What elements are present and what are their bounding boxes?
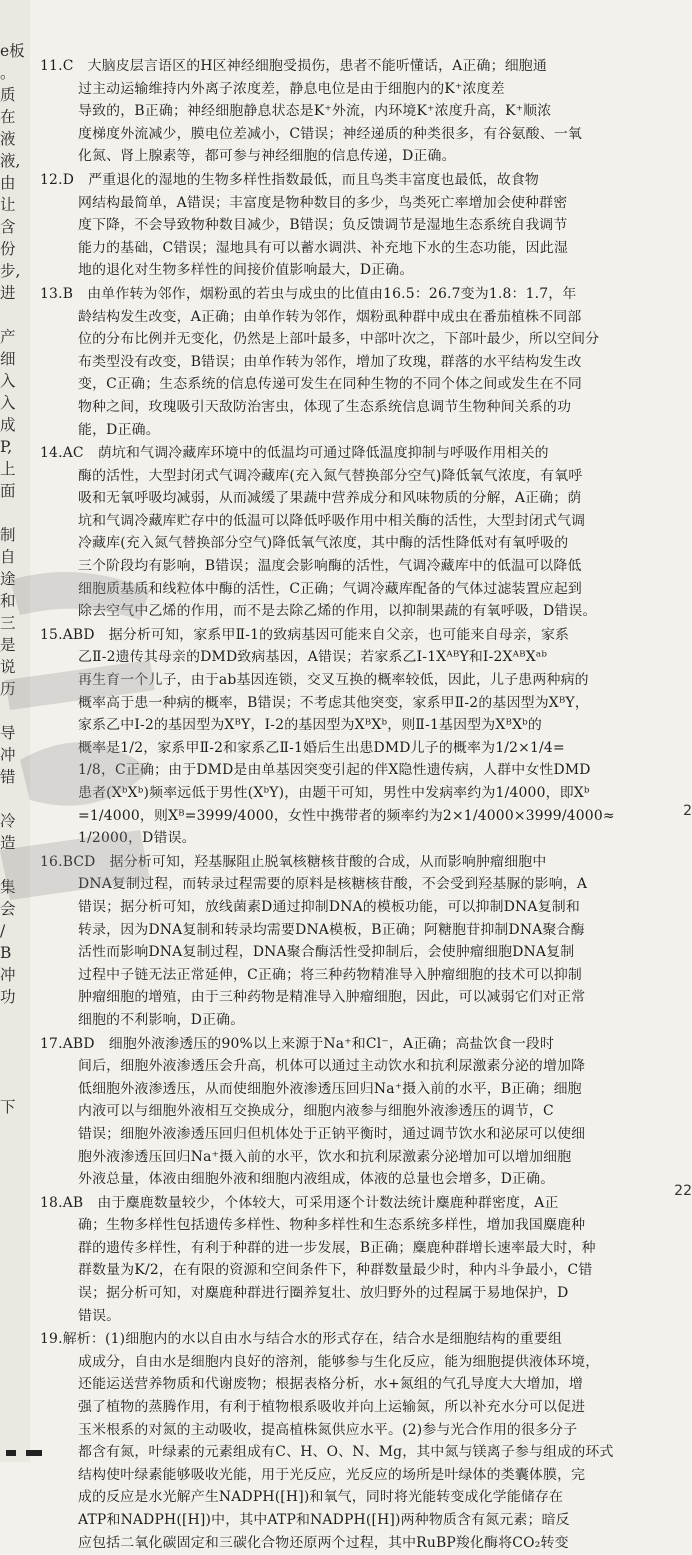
answer-line: 内液可以与细胞外液相互交换成分，细胞内液参与细胞外液渗透压的调节，C (78, 1103, 554, 1120)
answer-line: 都含有氮，叶绿素的元素组成有C、H、O、N、Mg，其中氮与镁离子参与组成的环式 (78, 1444, 614, 1461)
answer-line: 1/8，C正确；由于DMD是由单基因突变引起的伴X隐性遗传病，人群中女性DMD (78, 762, 591, 779)
answer-line: 误；据分析可知，对麋鹿种群进行圈养复壮、放归野外的过程属于易地保护，D (78, 1285, 569, 1302)
answer-line: 14.AC 荫坑和气调冷藏库环境中的低温均可通过降低温度抑制与呼吸作用相关的 (40, 445, 549, 462)
answer-item-q17 (40, 1033, 658, 1191)
answer-line: ATP和NADPH([H])中，其中ATP和NADPH([H])两种物质含有氮元素；暗反 (78, 1512, 570, 1528)
answer-line: 错误；据分析可知，放线菌素D通过抑制DNA的模板功能，可以抑制DNA复制和 (78, 898, 580, 915)
answer-line: 群的遗传多样性，有利于种群的进一步发展，B正确；麋鹿种群增长速率最大时，种 (78, 1239, 596, 1256)
answer-line: 家系乙中Ⅰ-2的基因型为XᴮY，Ⅰ-2的基因型为XᴮXᵇ，则Ⅱ-1基因型为XᴮXᵇ的 (78, 717, 543, 734)
answer-line: 度下降，不会导致物种数目减少，B错误；负反馈调节是湿地生态系统自我调节 (78, 217, 568, 234)
answer-line: 吸和无氧呼吸均减弱，从而减缓了果蔬中营养成分和风味物质的分解，A正确；荫 (78, 490, 582, 507)
answer-line: 坑和气调冷藏库贮存中的低温可以降低呼吸作用中相关酶的活性，大型封闭式气调 (78, 512, 586, 529)
answer-line: 导致的，B正确；神经细胞静息状态是K⁺外流，内环境K⁺浓度升高，K⁺顺浓 (78, 103, 552, 120)
answer-item-q18 (40, 1192, 658, 1328)
answer-line: 冷藏库(充入氮气替换部分空气)降低氧气浓度，其中酶的活性降低对有氧呼吸的 (78, 535, 569, 552)
answer-item-q13 (40, 283, 658, 441)
answer-line: 细胞质基质和线粒体中酶的活性，C正确；气调冷藏库配备的气体过滤装置应起到 (78, 580, 583, 597)
answer-line: 18.AB 由于麋鹿数量较少，个体较大，可采用逐个计数法统计麋鹿种群密度，A正 (40, 1194, 559, 1211)
answer-line: 应包括二氧化碳固定和三碳化合物还原两个过程，其中RuBP羧化酶将CO₂转变 (78, 1534, 569, 1551)
answer-line: 结构使叶绿素能够吸收光能，用于光反应，光反应的场所是叶绿体的类囊体膜，完 (78, 1466, 586, 1483)
answer-line: 16.BCD 据分析可知，羟基脲阻止脱氧核糖核苷酸的合成，从而影响肿瘤细胞中 (40, 853, 547, 870)
answer-text-block (40, 55, 658, 1555)
answer-line: 17.ABD 细胞外液渗透压的90%以上来源于Na⁺和Cl⁻，A正确；高盐饮食一段时 (40, 1035, 555, 1052)
right-margin-mark-1: 2 (683, 803, 692, 819)
answer-line: 概率是1/2，家系甲Ⅱ-2和家系乙Ⅱ-1婚后生出患DMD儿子的概率为1/2×1/4= (78, 739, 565, 756)
answer-item-q12 (40, 169, 658, 282)
answer-line: 强了植物的蒸腾作用，有利于植物根系吸收并向上运输氮，所以补充水分可以促进 (78, 1399, 586, 1416)
answer-item-q16 (40, 851, 658, 1032)
answer-line: 活性而影响DNA复制过程，DNA聚合酶活性受抑制后，会使肿瘤细胞DNA复制 (78, 944, 575, 961)
answer-item-q19 (40, 1328, 658, 1554)
answer-line: 龄结构发生改变，A正确；由单作转为邻作，烟粉虱种群中成虫在番茄植株不同部 (78, 308, 582, 325)
answer-line: 网结构最简单，A错误；丰富度是物种数目的多少，鸟类死亡率增加会使种群密 (78, 194, 568, 211)
answer-line: 患者(XᵇXᵇ)频率远低于男性(XᵇY)，由题干可知，男性中发病率约为1/4000，即Xᵇ (78, 785, 590, 801)
answer-line: 物种之间，玫瑰吸引天敌防治害虫，体现了生态系统信息调节生物种间关系的功 (78, 398, 572, 415)
answer-line: 地的退化对生物多样性的间接价值影响最大，D正确。 (78, 262, 414, 279)
answer-line: 过主动运输维持内外离子浓度差，静息电位是由于细胞内的K⁺浓度差 (78, 80, 505, 97)
answer-item-q14 (40, 442, 658, 623)
answer-line: 肿瘤细胞的增殖，由于三种药物是精准导入肿瘤细胞，因此，可以减弱它们对正常 (78, 989, 586, 1006)
answer-line: 乙Ⅱ-2遗传其母亲的DMD致病基因，A错误；若家系乙Ⅰ-1XᴬᴮY和Ⅰ-2XᴬᴮXᵃᵇ (78, 649, 548, 666)
answer-line: 化氮、肾上腺素等，都可参与神经细胞的信息传递，D正确。 (78, 148, 456, 165)
answer-line: 细胞的不利影响，D正确。 (78, 1011, 245, 1028)
right-margin-mark-2: 22 (674, 1183, 692, 1199)
answer-line: 能力的基础，C错误；湿地具有可以蓄水调洪、补充地下水的生态功能，因此湿 (78, 239, 568, 256)
answer-item-q11 (40, 55, 658, 168)
answer-line: 位的分布比例并无变化，仍然是上部叶最多，中部叶次之，下部叶最少，所以空间分 (78, 331, 600, 348)
answer-line: 错误；细胞外液渗透压回归但机体处于正钠平衡时，通过调节饮水和泌尿可以使细 (78, 1125, 586, 1142)
answer-line: 布类型没有改变，B错误；由单作转为邻作，增加了玫瑰，群落的水平结构发生改 (78, 353, 582, 370)
answer-line: 15.ABD 据分析可知，家系甲Ⅱ-1的致病基因可能来自父亲，也可能来自母亲，家系 (40, 626, 570, 643)
answer-line: 群数量为K/2，在有限的资源和空间条件下，种群数量最少时，种内斗争最小，C错 (78, 1262, 593, 1279)
answer-line: 1/2000，D错误。 (78, 830, 196, 847)
answer-line: 间后，细胞外液渗透压会升高，机体可以通过主动饮水和抗利尿激素分泌的增加降 (78, 1058, 586, 1075)
bottom-corner-mark (6, 1448, 44, 1458)
answer-line: 确；生物多样性包括遗传多样性、物种多样性和生态系统多样性，增加我国麋鹿种 (78, 1217, 586, 1234)
left-margin-text: e板 。 质 在 液 液, 由 让 含 份 步, 进 产 细 入 入 成 P, 上 面 制 自 途 和 三 是 说 历 导 冲 错 冷 造 集 会 / B 冲 功 下 (0, 42, 25, 1116)
answer-line: 三个阶段均有影响，B错误；温度会影响酶的活性，气调冷藏库中的低温可以降低 (78, 558, 582, 575)
answer-line: 13.B 由单作转为邻作，烟粉虱的若虫与成虫的比值由16.5：26.7变为1.8：1.7，年 (40, 285, 577, 302)
answer-line: 再生育一个儿子，由于ab基因连锁，交叉互换的概率较低，因此，儿子患两种病的 (78, 672, 589, 689)
answer-line: 转录，因为DNA复制和转录均需要DNA模板，B正确；阿糖胞苷抑制DNA聚合酶 (78, 921, 585, 938)
answer-line: DNA复制过程，而转录过程需要的原料是核糖核苷酸，不会受到羟基脲的影响，A (78, 876, 588, 893)
answer-line: 19.解析：(1)细胞内的水以自由水与结合水的形式存在，结合水是细胞结构的重要组 (40, 1331, 563, 1348)
answer-line: 还能运送营养物质和代谢废物；根据表格分析，水+氮组的气孔导度大大增加，增 (78, 1376, 584, 1393)
answer-line: 12.D 严重退化的湿地的生物多样性指数最低，而且鸟类丰富度也最低，故食物 (40, 171, 540, 188)
answer-line: 成的反应是水光解产生NADPH([H])和氧气，同时将光能转变成化学能储存在 (78, 1489, 564, 1506)
answer-line: 胞外液渗透压回归Na⁺摄入前的水平，饮水和抗利尿激素分泌增加可以增加细胞 (78, 1148, 572, 1165)
answer-line: 能，D正确。 (78, 421, 160, 438)
answer-line: 除去空气中乙烯的作用，而不是去除乙烯的作用，以抑制果蔬的有氧呼吸，D错误。 (78, 603, 597, 620)
answer-line: 低细胞外液渗透压，从而使细胞外液渗透压回归Na⁺摄入前的水平，B正确；细胞 (78, 1080, 582, 1097)
answer-line: 11.C 大脑皮层言语区的H区神经细胞受损伤，患者不能听懂话，A正确；细胞通 (40, 58, 547, 74)
answer-line: 过程中子链无法正常延伸，C正确；将三种药物精准导入肿瘤细胞的技术可以抑制 (78, 966, 583, 983)
answer-line: 概率高于患一种病的概率，B错误；不考虑其他突变，家系甲Ⅱ-2的基因型为XᴮY， (78, 694, 589, 711)
answer-line: 玉米根系的对氮的主动吸收，提高植株氮供应水平。(2)参与光合作用的很多分子 (78, 1421, 578, 1438)
answer-item-q15 (40, 624, 658, 850)
answer-line: 度梯度外流减少，膜电位差减小，C错误；神经递质的种类很多，有谷氨酸、一氧 (78, 125, 583, 142)
answer-line: 成成分，自由水是细胞内良好的溶剂，能够参与生化反应，能为细胞提供液体环境， (78, 1353, 600, 1370)
answer-line: 外液总量，体液由细胞外液和细胞内液组成，体液的总量也会增多，D正确。 (78, 1171, 555, 1188)
answer-line: 变，C正确；生态系统的信息传递可发生在同种生物的不同个体之间或发生在不同 (78, 376, 583, 393)
answer-line: =1/4000，则Xᴮ=3999/4000，女性中携带者的频率约为2×1/4000×3999/4000≈ (78, 807, 615, 824)
answer-line: 酶的活性，大型封闭式气调冷藏库(充入氮气替换部分空气)降低氧气浓度，有氧呼 (78, 467, 583, 484)
answer-line: 错误。 (78, 1307, 121, 1324)
